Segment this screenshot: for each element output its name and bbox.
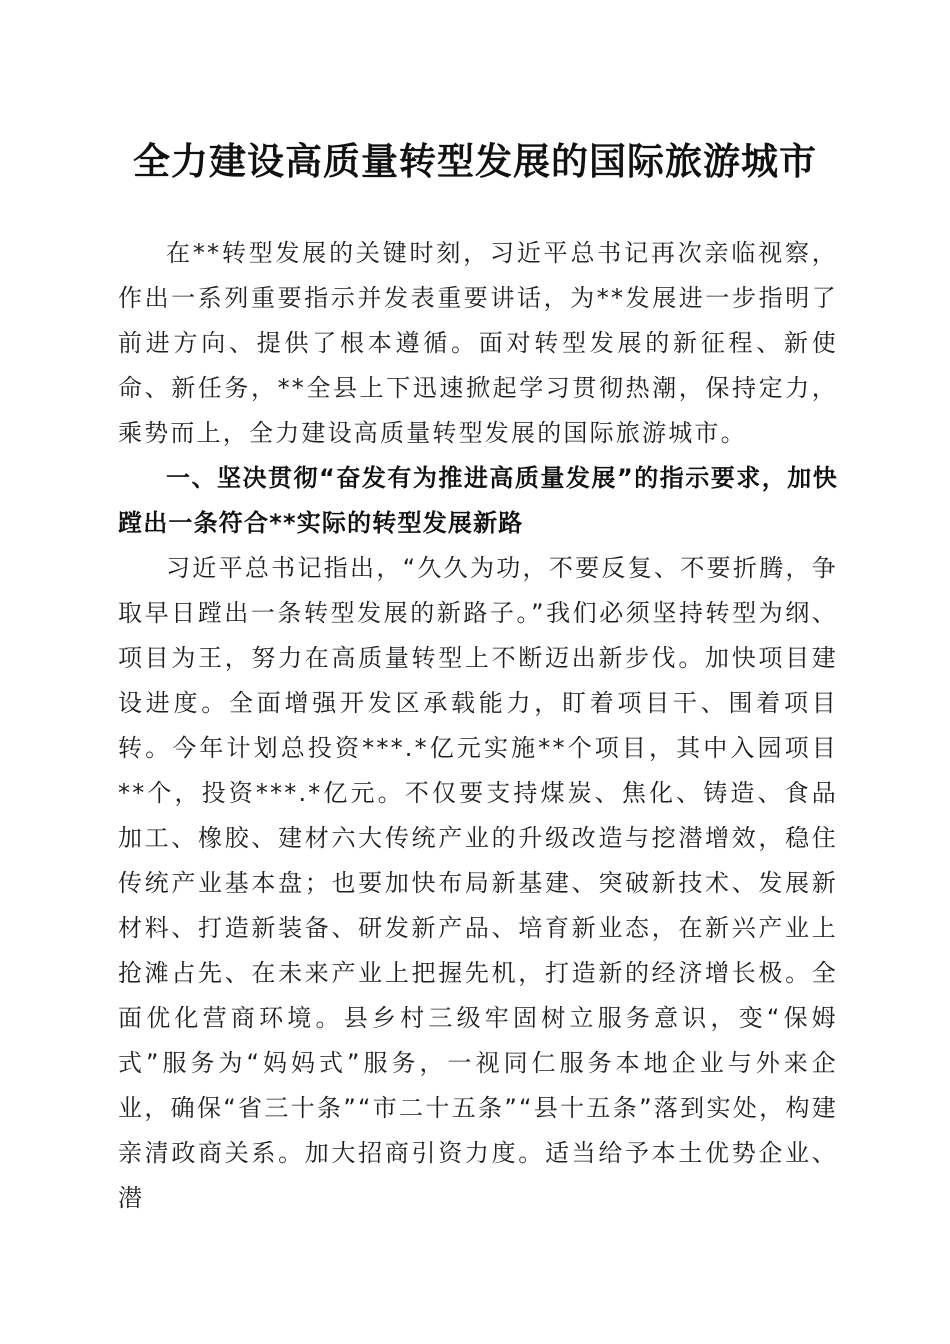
document-title: 全力建设高质量转型发展的国际旅游城市: [133, 139, 817, 183]
document-body: [118, 231, 838, 1221]
intro-paragraph: 在**转型发展的关键时刻，习近平总书记再次亲临视察，作出一系列重要指示并发表重要讲话，为**发展进一步指明了前进方向、提供了根本遵循。面对转型发展的新征程、新使命、新任务，**全县上下迅速掀起学习贯彻热潮，保持定力，乘势而上，全力建设高质量转型发展的国际旅游城市。: [118, 239, 838, 447]
body-paragraph: 习近平总书记指出，“久久为功，不要反复、不要折腾，争取早日蹚出一条转型发展的新路子。”我们必须坚持转型为纲、项目为王，努力在高质量转型上不断迈出新步伐。加快项目建设进度。全面增强开发区承载能力，盯着项目干、围着项目转。今年计划总投资***.*亿元实施**个项目，其中入园项目**个，投资***.*亿元。不仅要支持煤炭、焦化、铸造、食品加工、橡胶、建材六大传统产业的升级改造与挖潜增效，稳住传统产业基本盘；也要加快布局新基建、突破新技术、发展新材料、打造新装备、研发新产品、培育新业态，在新兴产业上抢滩占先、在未来产业上把握先机，打造新的经济增长极。全面优化营商环境。县乡村三级牢固树立服务意识，变“保姆式”服务为“妈妈式”服务，一视同仁服务本地企业与外来企业，确保“省三十条”“市二十五条”“县十五条”落到实处，构建亲清政商关系。加大招商引资力度。适当给予本土优势企业、潜: [118, 554, 838, 1212]
section-heading: 一、坚决贯彻“奋发有为推进高质量发展”的指示要求，加快蹚出一条符合**实际的转型发展新路: [118, 464, 838, 537]
